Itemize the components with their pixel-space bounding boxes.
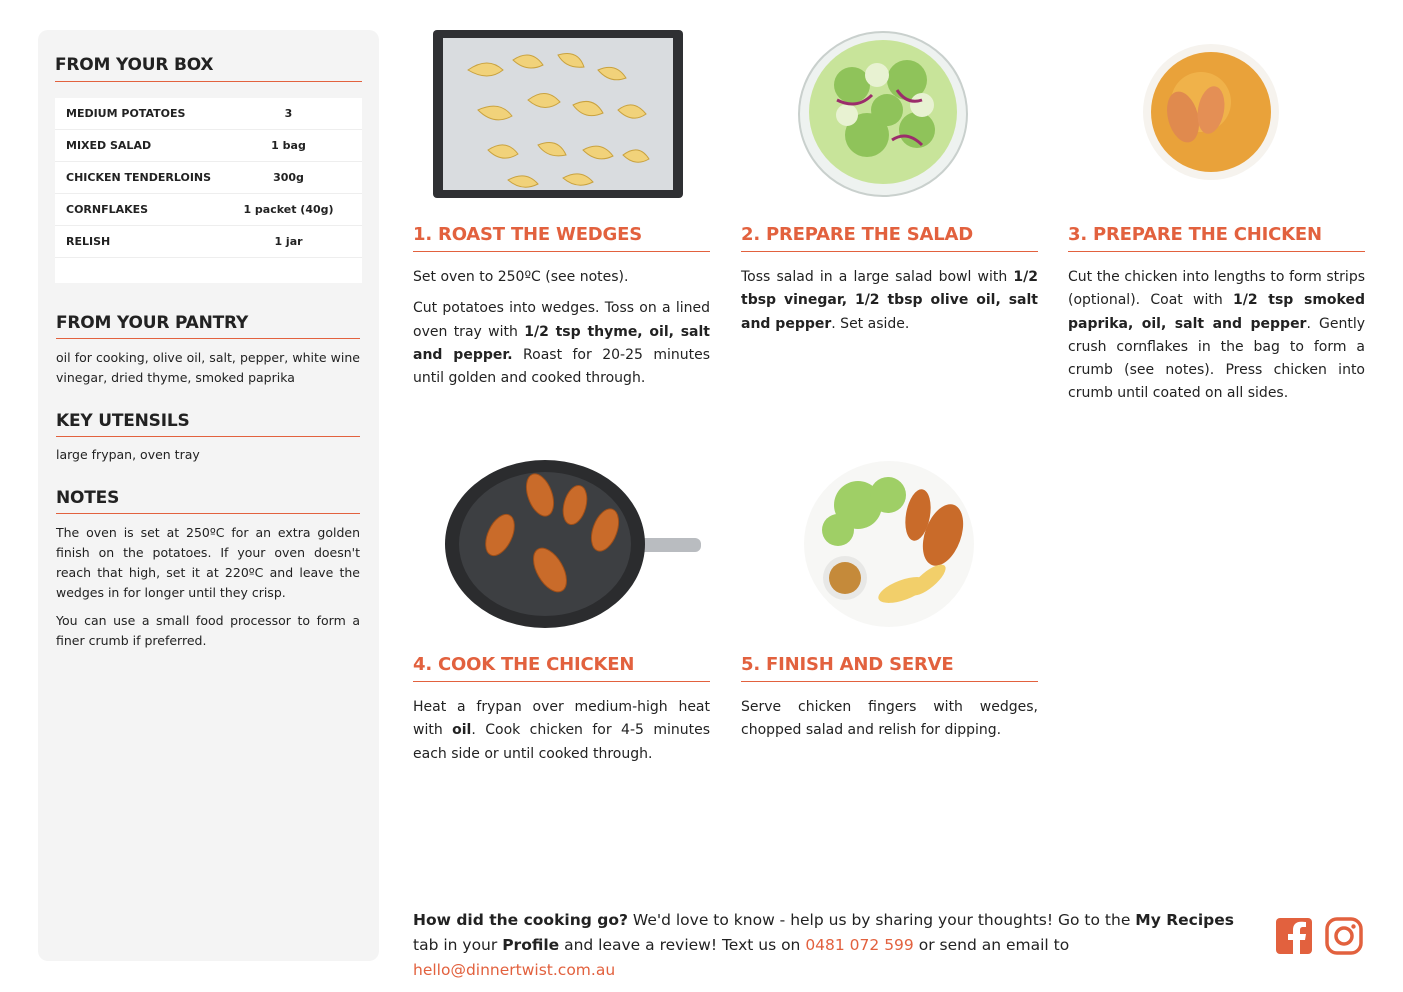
finished-plate-image [803, 460, 975, 628]
roasted-wedges-image [433, 30, 683, 198]
step-2-text [741, 266, 1038, 344]
ingredients-table [55, 98, 362, 283]
facebook-icon[interactable] [1276, 917, 1312, 955]
table-row [55, 98, 362, 130]
ingredient-name: MEDIUM POTATOES [66, 107, 186, 120]
step-3-text [1068, 266, 1365, 414]
ingredient-qty: 300g [273, 171, 304, 184]
step-5-title: 5. FINISH AND SERVE [741, 654, 1038, 682]
step-5-p1: Serve chicken fingers with wedges, chopped salad and relish for dipping. [741, 699, 1038, 739]
table-row [55, 194, 362, 226]
pantry-text: oil for cooking, olive oil, salt, pepper, white wine vinegar, dried thyme, smoked paprika [56, 350, 360, 385]
ingredient-qty: 3 [284, 107, 293, 120]
step-1-p1: Set oven to 250ºC (see notes). [413, 269, 629, 285]
note-1: The oven is set at 250ºC for an extra golden finish on the potatoes. If your oven doesn't reach that high, set it at 220ºC and leave the wedges in for longer until they crisp. [56, 525, 360, 600]
from-your-box-title: FROM YOUR BOX [55, 55, 362, 82]
ingredient-qty: 1 bag [271, 139, 306, 152]
table-row [55, 130, 362, 162]
notes-title: NOTES [56, 488, 360, 514]
footer-message: How did the cooking go? We'd love to know - help us by sharing your thoughts! Go to the My Recipes tab in your Profile and leave a review! Text us on 0481 072 599 or send an email to hello@dinnertwist.com.au [413, 911, 1234, 979]
phone-link[interactable]: 0481 072 599 [805, 936, 914, 954]
crumbed-chicken-image [1141, 42, 1281, 182]
ingredient-name: CORNFLAKES [66, 203, 149, 216]
ingredient-name: MIXED SALAD [66, 139, 152, 152]
table-row [55, 226, 362, 258]
ingredient-qty: 1 jar [274, 235, 303, 248]
note-2: You can use a small food processor to form a finer crumb if preferred. [56, 613, 360, 648]
ingredient-name: CHICKEN TENDERLOINS [66, 171, 212, 184]
step-2-p1: Toss salad in a large salad bowl with 1/2 tbsp vinegar, 1/2 tbsp olive oil, salt and pepper. Set aside. [741, 269, 1038, 332]
step-1-p2: Cut potatoes into wedges. Toss on a lined oven tray with 1/2 tsp thyme, oil, salt and pepper. Roast for 20-25 minutes until golden and cooked through. [413, 300, 710, 387]
step-1-title: 1. ROAST THE WEDGES [413, 224, 710, 252]
step-4-title: 4. COOK THE CHICKEN [413, 654, 710, 682]
step-2-title: 2. PREPARE THE SALAD [741, 224, 1038, 252]
step-3-title: 3. PREPARE THE CHICKEN [1068, 224, 1365, 252]
step-3-p1: Cut the chicken into lengths to form strips (optional). Coat with 1/2 tsp smoked paprika, oil, salt and pepper. Gently crush cornflakes in the bag to form a crumb (see notes). Press chicken into crumb until coated on all sides. [1068, 269, 1365, 402]
from-your-pantry-title: FROM YOUR PANTRY [56, 313, 360, 339]
email-link[interactable]: hello@dinnertwist.com.au [413, 961, 616, 979]
salad-bowl-image [797, 30, 969, 198]
step-1-text [413, 266, 710, 398]
utensils-text: large frypan, oven tray [56, 447, 200, 462]
step-4-text [413, 696, 710, 774]
step-4-p1: Heat a frypan over medium-high heat with oil. Cook chicken for 4-5 minutes each side or until cooked through. [413, 699, 710, 762]
step-5-text [741, 696, 1038, 751]
key-utensils-title: KEY UTENSILS [56, 411, 360, 437]
ingredient-name: RELISH [66, 235, 111, 248]
instagram-icon[interactable] [1325, 917, 1363, 955]
frypan-chicken-image [445, 460, 702, 628]
ingredient-qty: 1 packet (40g) [243, 203, 334, 216]
table-row [55, 162, 362, 194]
